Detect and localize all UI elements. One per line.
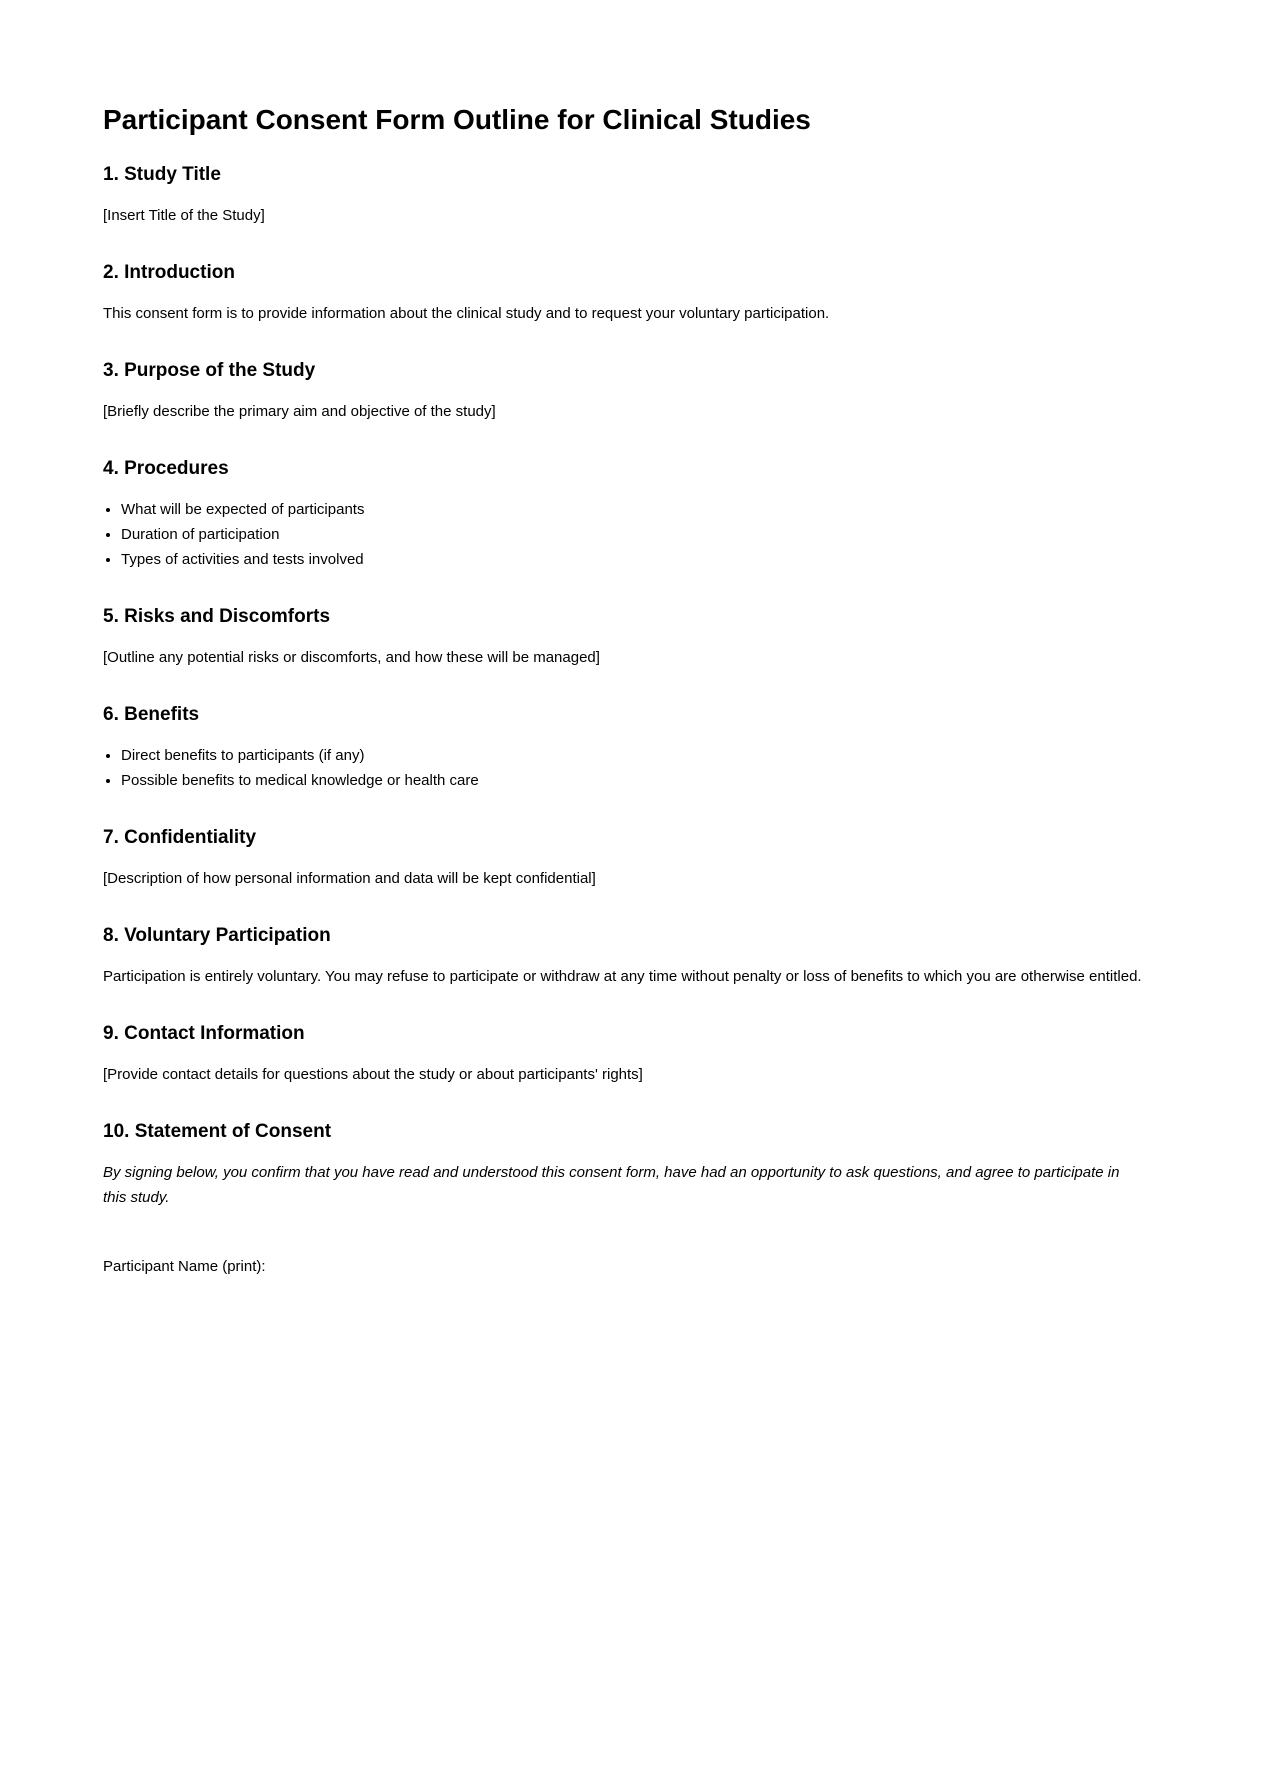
list-item: • Types of activities and tests involved — [121, 547, 1263, 572]
section-heading: 5. Risks and Discomforts — [103, 606, 331, 627]
list-item: • Direct benefits to participants (if any) — [121, 743, 1263, 768]
section-statement-of-consent — [103, 1121, 1263, 1210]
placeholder-text: [Briefly describe the primary aim and objective of the study] — [103, 403, 496, 420]
section-paragraph: This consent form is to provide information about the clinical study and to request your voluntary participation. — [103, 305, 830, 322]
section-heading: 10. Statement of Consent — [103, 1121, 332, 1142]
placeholder-text: [Description of how personal information and data will be kept confidential] — [103, 870, 596, 887]
section-purpose — [103, 360, 1263, 424]
section-confidentiality — [103, 827, 1263, 891]
section-heading: 6. Benefits — [103, 704, 200, 725]
section-paragraph: Participation is entirely voluntary. You may refuse to participate or withdraw at any time without penalty or loss of benefits to which you are otherwise entitled. — [103, 968, 1142, 985]
placeholder-text: [Insert Title of the Study] — [103, 207, 265, 224]
section-heading: 3. Purpose of the Study — [103, 360, 316, 381]
section-heading: 7. Confidentiality — [103, 827, 257, 848]
section-heading: 9. Contact Information — [103, 1023, 305, 1044]
list-item: • Duration of participation — [121, 522, 1263, 547]
bullet-list — [103, 497, 1263, 572]
signature-label: Participant Name (print): — [103, 1258, 266, 1275]
placeholder-text: [Provide contact details for questions about the study or about participants' rights] — [103, 1066, 643, 1083]
section-benefits — [103, 704, 1263, 793]
placeholder-text: [Outline any potential risks or discomforts, and how these will be managed] — [103, 649, 600, 666]
section-procedures — [103, 458, 1263, 572]
section-introduction — [103, 262, 1263, 326]
list-item: • What will be expected of participants — [121, 497, 1263, 522]
page-title: Participant Consent Form Outline for Clinical Studies — [103, 104, 811, 135]
list-item: • Possible benefits to medical knowledge or health care — [121, 768, 1263, 793]
section-study-title — [103, 164, 1263, 228]
section-heading: 1. Study Title — [103, 164, 221, 185]
section-heading: 4. Procedures — [103, 458, 229, 479]
section-heading: 8. Voluntary Participation — [103, 925, 331, 946]
section-contact-information — [103, 1023, 1263, 1087]
consent-statement-text: By signing below, you confirm that you have read and understood this consent form, have had an opportunity to ask questions, and agree to participate in this study. — [103, 1164, 1120, 1206]
section-risks — [103, 606, 1263, 670]
section-heading: 2. Introduction — [103, 262, 235, 283]
bullet-list — [103, 743, 1263, 793]
section-voluntary-participation — [103, 925, 1263, 989]
